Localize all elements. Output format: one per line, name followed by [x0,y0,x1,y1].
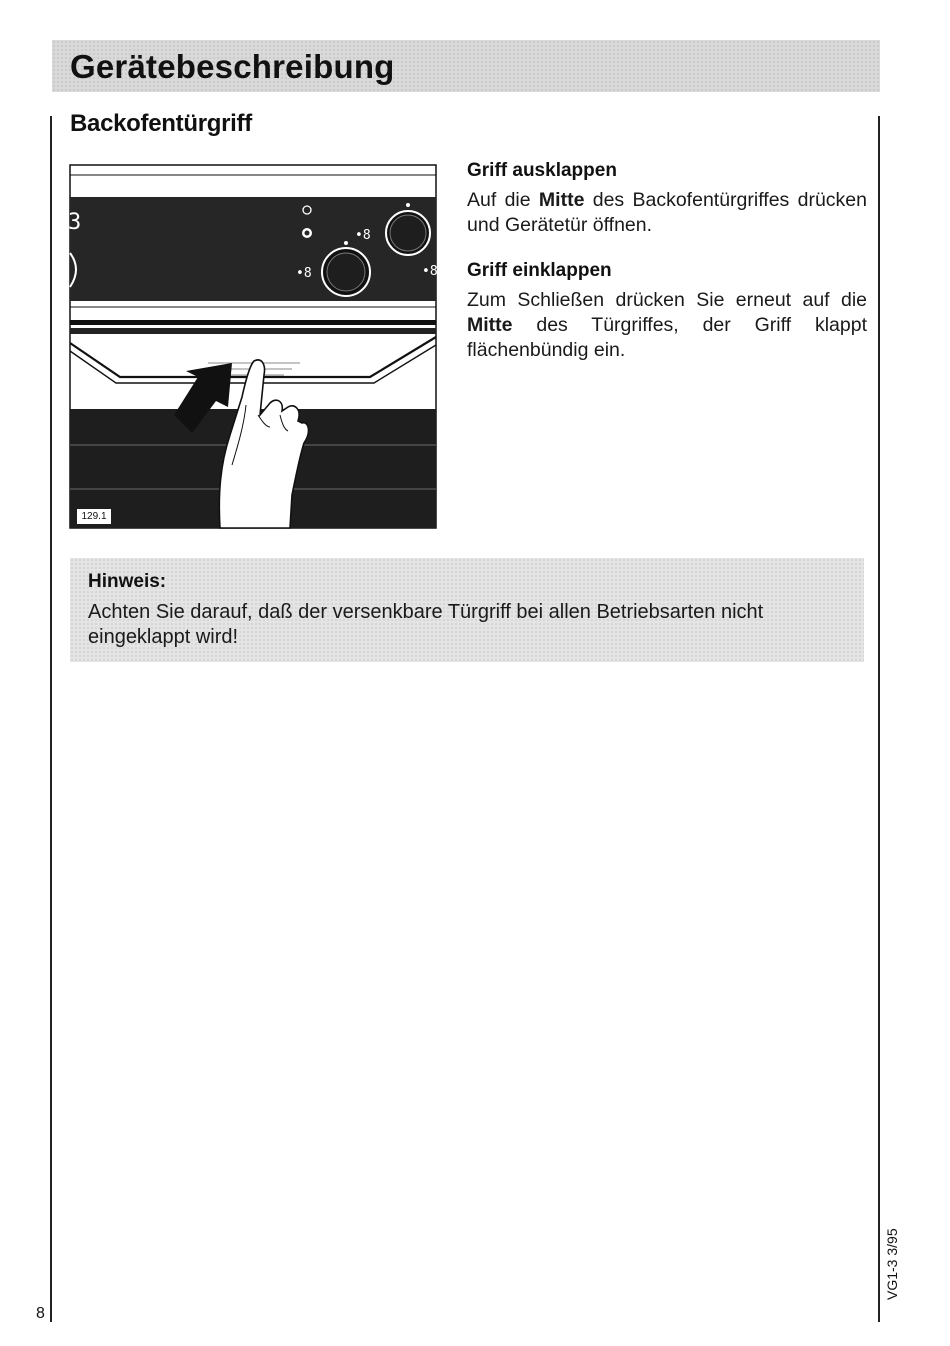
page-title: Gerätebeschreibung [70,48,395,85]
oven-handle-illustration [70,165,436,528]
close-handle-text: Zum Schließen drücken Sie erneut auf die Mitte des Türgriffes, der Griff klappt flächenbündig ein. [467,289,867,361]
document-code: VG1-3 3/95 [884,1228,900,1300]
oven-door-drawing [70,165,436,528]
emphasis-mitte: Mitte [467,314,513,336]
open-handle-text: Auf die Mitte des Backofentürgriffes drücken und Gerätetür öffnen. [467,189,867,236]
page-number: 8 [36,1305,45,1322]
emphasis-mitte: Mitte [538,189,585,211]
instructions-column [467,160,867,385]
note-box [70,558,864,662]
svg-text:•8: •8 [296,266,312,281]
svg-text:•8: •8 [422,264,438,279]
svg-text:3: 3 [68,210,82,235]
open-handle-heading: Griff ausklappen [467,160,617,181]
close-handle-heading: Griff einklappen [467,260,612,281]
svg-text:•8: •8 [355,228,371,243]
note-title: Hinweis: [88,571,167,592]
figure-number: 129.1 [77,509,111,524]
right-margin-rule [878,116,880,1322]
section-title: Backofentürgriff [70,110,252,137]
left-margin-rule [50,116,52,1322]
note-text: Achten Sie darauf, daß der versenkbare Türgriff bei allen Betriebsarten nicht eingeklappt wird! [88,601,764,648]
